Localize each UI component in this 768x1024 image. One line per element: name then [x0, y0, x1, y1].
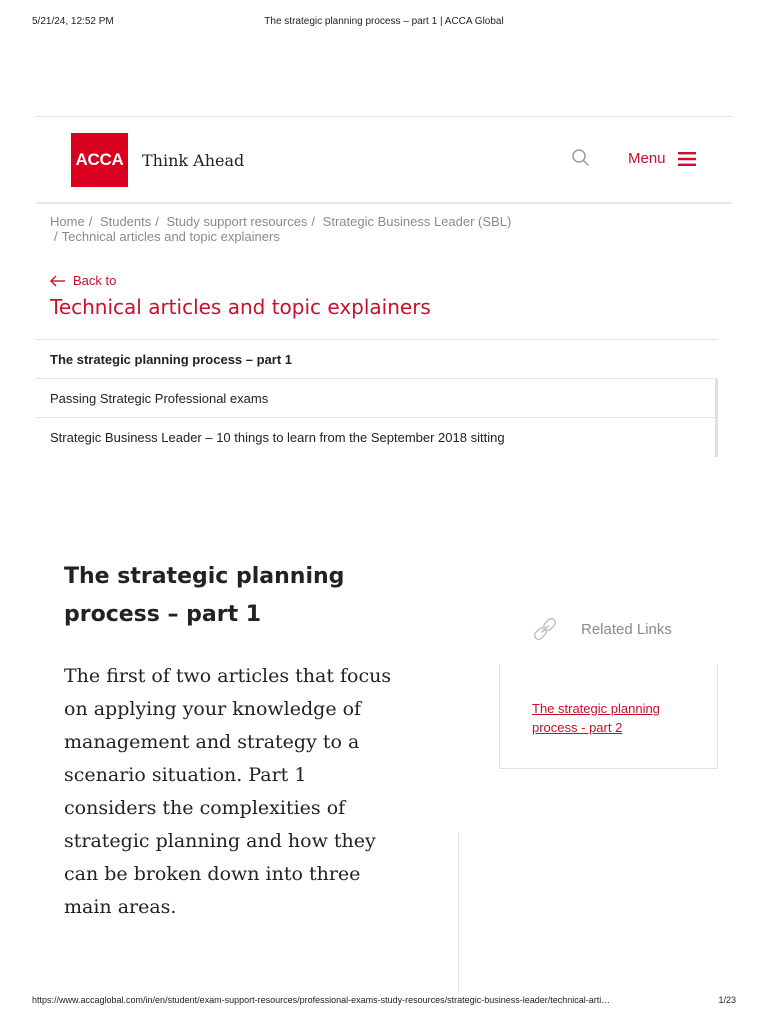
tagline: Think Ahead — [142, 151, 245, 170]
article-list-item[interactable]: Strategic Business Leader – 10 things to learn from the September 2018 sitting — [36, 417, 718, 456]
print-datetime: 5/21/24, 12:52 PM — [32, 16, 114, 27]
site-header — [36, 116, 732, 204]
search-button[interactable] — [570, 147, 592, 169]
article-list — [36, 339, 718, 456]
menu-button[interactable] — [628, 150, 696, 167]
breadcrumb-separator: / — [88, 214, 93, 229]
print-header — [32, 16, 736, 30]
list-scrollbar[interactable] — [715, 379, 718, 457]
related-link[interactable]: The strategic planning process - part 2 — [532, 701, 660, 735]
back-label: Back to — [73, 273, 117, 288]
related-links-title: Related Links — [581, 620, 672, 638]
content-divider — [458, 832, 459, 992]
article-list-item[interactable]: Passing Strategic Professional exams — [36, 378, 718, 417]
print-page-title: The strategic planning process – part 1 | ACCA Global — [264, 16, 504, 27]
breadcrumb-technical-articles[interactable]: Technical articles and topic explainers — [61, 229, 280, 244]
link-icon — [530, 614, 560, 644]
print-page-number: 1/23 — [718, 995, 736, 1005]
breadcrumb-study-support[interactable]: Study support resources — [166, 214, 308, 229]
breadcrumb-sbl[interactable]: Strategic Business Leader (SBL) — [322, 214, 512, 229]
related-links-box — [499, 664, 718, 769]
breadcrumb — [50, 214, 690, 244]
breadcrumb-students[interactable]: Students — [99, 214, 152, 229]
article-list-item-active[interactable]: The strategic planning process – part 1 — [36, 339, 718, 378]
breadcrumb-separator: / — [54, 229, 58, 244]
breadcrumb-separator: / — [311, 214, 316, 229]
arrow-left-icon — [50, 275, 66, 287]
article-heading: The strategic planning process – part 1 — [64, 564, 345, 627]
back-link[interactable] — [50, 273, 116, 288]
related-links-header — [530, 614, 672, 644]
menu-label: Menu — [628, 150, 666, 167]
section-title[interactable]: Technical articles and topic explainers — [50, 295, 431, 319]
print-footer — [32, 995, 736, 1009]
acca-logo[interactable]: ACCA — [71, 133, 128, 187]
hamburger-icon — [678, 152, 696, 166]
breadcrumb-separator: / — [155, 214, 159, 229]
print-url: https://www.accaglobal.com/in/en/student/exam-support-resources/professional-exams-study-resources/strategic-business-leader/technical-arti… — [32, 995, 611, 1005]
breadcrumb-home[interactable]: Home — [50, 214, 85, 229]
search-icon — [570, 147, 592, 169]
article-intro: The first of two articles that focus on applying your knowledge of management and strategy to a scenario situation. Part 1 considers the complexities of strategic planning and how they can be broken down into three main areas. — [64, 665, 392, 918]
